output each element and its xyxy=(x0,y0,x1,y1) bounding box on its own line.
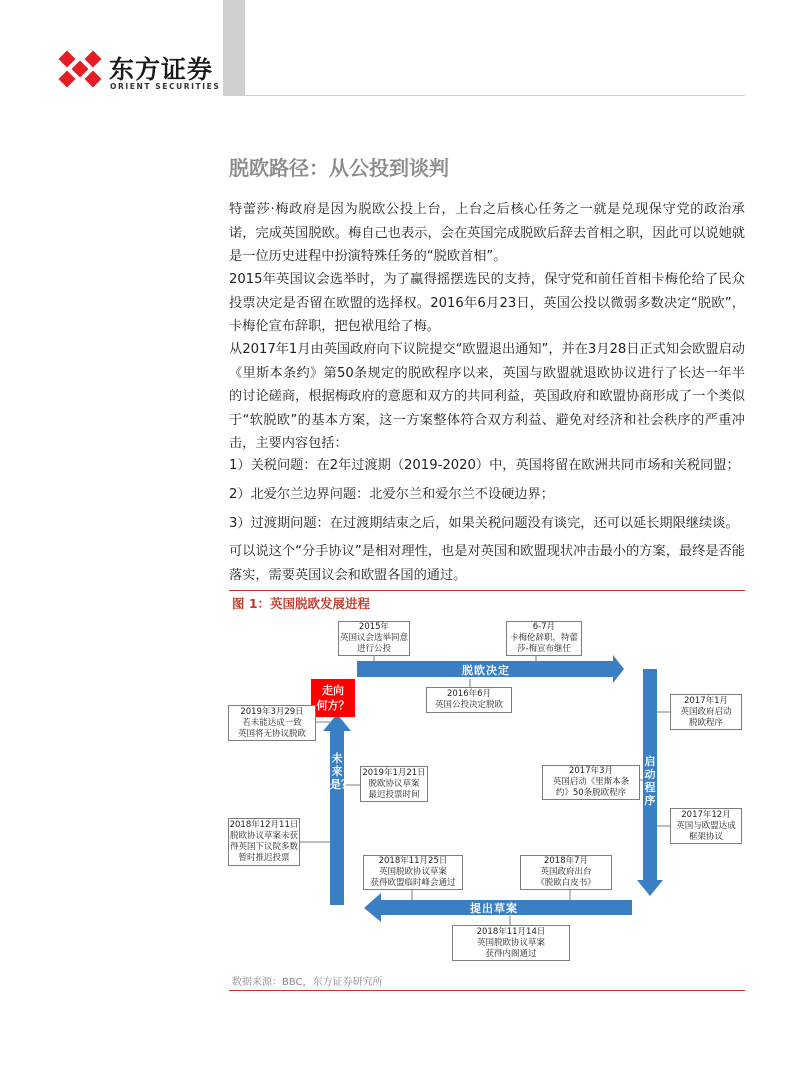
logo-text-cn: 东方证券 xyxy=(109,55,214,84)
box-2019-3-29: 2019年3月29日 若未能达成一致 英国将无协议脱欧 xyxy=(228,705,316,741)
box-2019-1-21: 2019年1月21日 脱欧协议草案 最迟投票时间 xyxy=(360,766,428,802)
section-title: 脱欧路径：从公投到谈判 xyxy=(229,156,449,180)
arrow-label-top: 脱欧决定 xyxy=(462,664,510,677)
box-2017-1: 2017年1月 英国政府启动 脱欧程序 xyxy=(670,694,742,730)
box-2018-11-14: 2018年11月14日 英国脱欧协议草案 获得内阁通过 xyxy=(452,925,570,961)
logo-text-en: ORIENT SECURITIES xyxy=(110,82,221,91)
arrow-label-left: 未来是？ xyxy=(330,752,352,791)
question-box: 走向 何方？ xyxy=(311,679,355,717)
arrow-left xyxy=(323,714,351,905)
arrow-label-bottom: 提出草案 xyxy=(470,902,518,915)
box-2016-6: 2016年6月 英国公投决定脱欧 xyxy=(426,687,512,713)
box-2017-3: 2017年3月 英国启动《里斯本条 约》50条脱欧程序 xyxy=(542,765,640,800)
paragraph-2: 2015年英国议会选举时，为了赢得摇摆选民的支持，保守党和前任首相卡梅伦给了民众投票决定是否留在欧盟的选择权。2016年6月23日，英国公投以微弱多数决定“脱欧”，卡梅伦宣布辞职，把包袱甩给了梅。 xyxy=(229,272,745,334)
box-2015: 2015年 英国议会选举同意 进行公投 xyxy=(339,622,408,654)
arrow-label-right: 启动程序 xyxy=(644,755,656,807)
paragraph-3: 从2017年1月由英国政府向下议院提交“欧盟退出通知”，并在3月28日正式知会欧盟启动《里斯本条约》第50条规定的脱欧程序以来，英国与欧盟就退欧协议进行了长达一年半的讨论磋商，根据梅政府的意愿和双方的共同利益，英国政府和欧盟协商形成了一个类似于“软脱欧”的基本方案，这一方案整体符合双方利益、避免对经济和社会秩序的严重冲击，主要内容包括： xyxy=(229,342,745,451)
paragraph-1: 特蕾莎·梅政府是因为脱欧公投上台，上台之后核心任务之一就是兑现保守党的政治承诺，完成英国脱欧。梅自己也表示，会在英国完成脱欧后辞去首相之职，因此可以说她就是一位历史进程中扮演特殊任务的“脱欧首相”。 xyxy=(229,202,745,264)
figure-source: 数据来源：BBC，东方证券研究所 xyxy=(232,977,383,988)
paragraph-4: 1）关税问题：在2年过渡期（2019-2020）中，英国将留在欧洲共同市场和关税同盟； xyxy=(229,458,740,473)
box-2018-12-11: 2018年12月11日 脱欧协议草案未获 得英国下议院多数 暂时推迟投票 xyxy=(228,818,300,866)
paragraph-7: 可以说这个“分手协议”是相对理性，也是对英国和欧盟现状冲击最小的方案，最终是否能落实，需要英国议会和欧盟各国的通过。 xyxy=(229,544,745,583)
figure-title: 图 1：英国脱欧发展进程 xyxy=(232,596,371,611)
box-2016-6-7: 6-7月 卡梅伦辞职，特蕾 莎-梅宣布继任 xyxy=(506,621,582,656)
paragraph-5: 2）北爱尔兰边界问题：北爱尔兰和爱尔兰不设硬边界； xyxy=(229,487,554,502)
box-2017-12: 2017年12月 英国与欧盟达成 框架协议 xyxy=(670,808,742,844)
box-2018-7: 2018年7月 英国政府出台 《脱欧白皮书》 xyxy=(520,855,612,890)
paragraph-6: 3）过渡期问题：在过渡期结束之后，如果关税问题没有谈完，还可以延长期限继续谈。 xyxy=(229,516,739,531)
figure-bottom-rule xyxy=(229,990,745,991)
box-2018-11-25: 2018年11月25日 英国脱欧协议草案 获得欧盟临时峰会通过 xyxy=(363,855,463,890)
